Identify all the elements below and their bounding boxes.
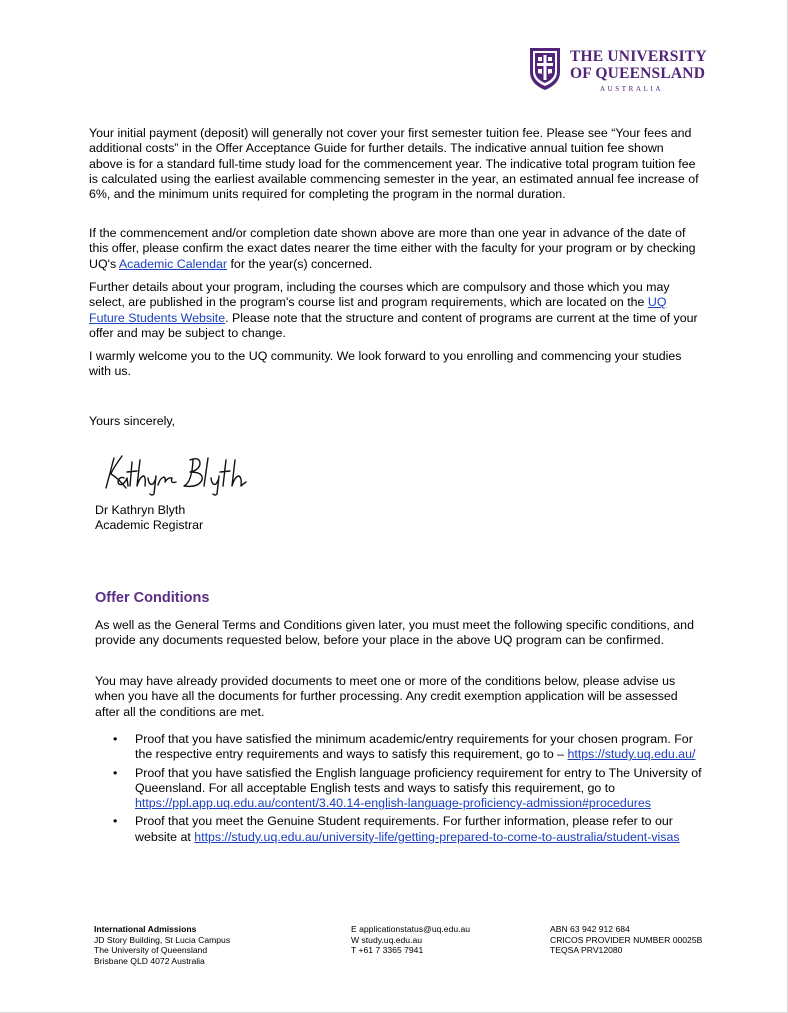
footer-website: W study.uq.edu.au [351, 934, 423, 945]
future-students-link[interactable]: UQ Future Students Website [89, 295, 667, 325]
uq-crest-icon [528, 46, 562, 92]
paragraph-program [89, 280, 699, 341]
bullet-icon: • [113, 765, 118, 780]
condition-text: Proof that you meet the Genuine Student requirements. For further information, please refer to our website at [135, 814, 673, 844]
footer-org: International Admissions [94, 924, 197, 934]
offer-conditions-heading: Offer Conditions [95, 590, 210, 606]
signature-image [96, 448, 286, 496]
paragraph-welcome: I warmly welcome you to the UQ community. We look forward to you enrolling and commencing your studies with us. [89, 349, 682, 379]
paragraph-fees: Your initial payment (deposit) will generally not cover your first semester tuition fee. Please see “Your fees and additional costs” in the Offer Acceptance Guide for further details. The indicative annual tuition fee shown above is for a standard full-time study load for the commencement year. The indicative total program tuition fee is calculated using the earliest available commencing semester in the year, an estimated annual fee increase of 6%, and the minimum units required for completing the program in the normal duration. [89, 126, 699, 202]
footer-email: E applicationstatus@uq.edu.au [351, 924, 471, 934]
footer-phone: T +61 7 3365 7941 [351, 945, 424, 955]
logo-line-1: THE UNIVERSITY [570, 48, 707, 65]
footer-address-line: JD Story Building, St Lucia Campus [94, 934, 231, 945]
uq-wordmark [570, 48, 707, 94]
program-paragraph [89, 280, 699, 341]
signer-name: Dr Kathryn Blyth [95, 503, 186, 517]
footer-address [94, 924, 230, 966]
conditions-intro-1-text: As well as the General Terms and Conditions given later, you must meet the following specific conditions, and provide any documents requested below, before your place in the above UQ program can be confirmed. [95, 618, 694, 648]
condition-item [113, 814, 713, 845]
academic-calendar-link[interactable]: Academic Calendar [118, 256, 228, 271]
paragraph-dates-text-2: for the year(s) concerned. [227, 256, 373, 271]
condition-item [113, 766, 713, 812]
closing [89, 414, 699, 429]
paragraph-program-text-1: Further details about your program, including the courses which are compulsory and those which you may select, are published in the program's course list and program requirements, which are located on the [89, 280, 670, 310]
footer-address-line: Brisbane QLD 4072 Australia [94, 955, 205, 966]
fee-paragraph [89, 126, 699, 202]
signer-title: Academic Registrar [95, 518, 204, 532]
study-uq-link[interactable]: https://study.uq.edu.au/ [567, 747, 696, 762]
logo-line-2: OF QUEENSLAND [570, 65, 706, 82]
conditions-intro-1 [95, 618, 695, 649]
uq-logo [528, 46, 708, 94]
footer-cricos: CRICOS PROVIDER NUMBER 00025B [550, 934, 703, 945]
signer-block [95, 503, 203, 533]
footer-contact [351, 924, 470, 956]
closing-text: Yours sincerely, [89, 414, 176, 428]
condition-text: Proof that you have satisfied the English language proficiency requirement for entry to The University of Queensland. For all acceptable English tests and ways to satisfy this requirement, go to [135, 765, 702, 795]
paragraph-dates [89, 226, 699, 272]
footer-address-line: The University of Queensland [94, 945, 208, 955]
student-visas-link[interactable]: https://study.uq.edu.au/university-life/getting-prepared-to-come-to-australia/student-visas [194, 829, 680, 844]
paragraph-program-text-2: . Please note that the structure and content of programs are current at the time of your offer and may be subject to change. [89, 310, 698, 340]
footer-registration [550, 924, 702, 956]
condition-text: Proof that you have satisfied the minimum academic/entry requirements for your chosen program. For the respective entry requirements and ways to satisfy this requirement, go to – [135, 732, 693, 762]
paragraph-dates-text-1: If the commencement and/or completion date shown above are more than one year in advance of the date of this offer, please confirm the exact dates nearer the time either with the faculty for your program or by checking UQ's [89, 226, 696, 271]
logo-line-3: AUSTRALIA [600, 85, 664, 93]
bullet-icon: • [113, 732, 118, 746]
welcome-paragraph [89, 349, 699, 380]
footer-abn: ABN 63 942 912 684 [550, 924, 630, 934]
dates-paragraph [89, 226, 699, 272]
conditions-intro-2-text: You may have already provided documents to meet one or more of the conditions below, please advise us when you have all the documents for further processing. Any credit exemption application will be assessed after all the conditions are met. [95, 674, 678, 719]
conditions-list [113, 732, 713, 848]
bullet-icon: • [113, 814, 118, 829]
conditions-intro-2 [95, 674, 695, 720]
english-proficiency-link[interactable]: https://ppl.app.uq.edu.au/content/3.40.14-english-language-proficiency-admission#procedures [135, 796, 651, 811]
condition-item [113, 732, 713, 763]
footer-teqsa: TEQSA PRV12080 [550, 945, 623, 955]
